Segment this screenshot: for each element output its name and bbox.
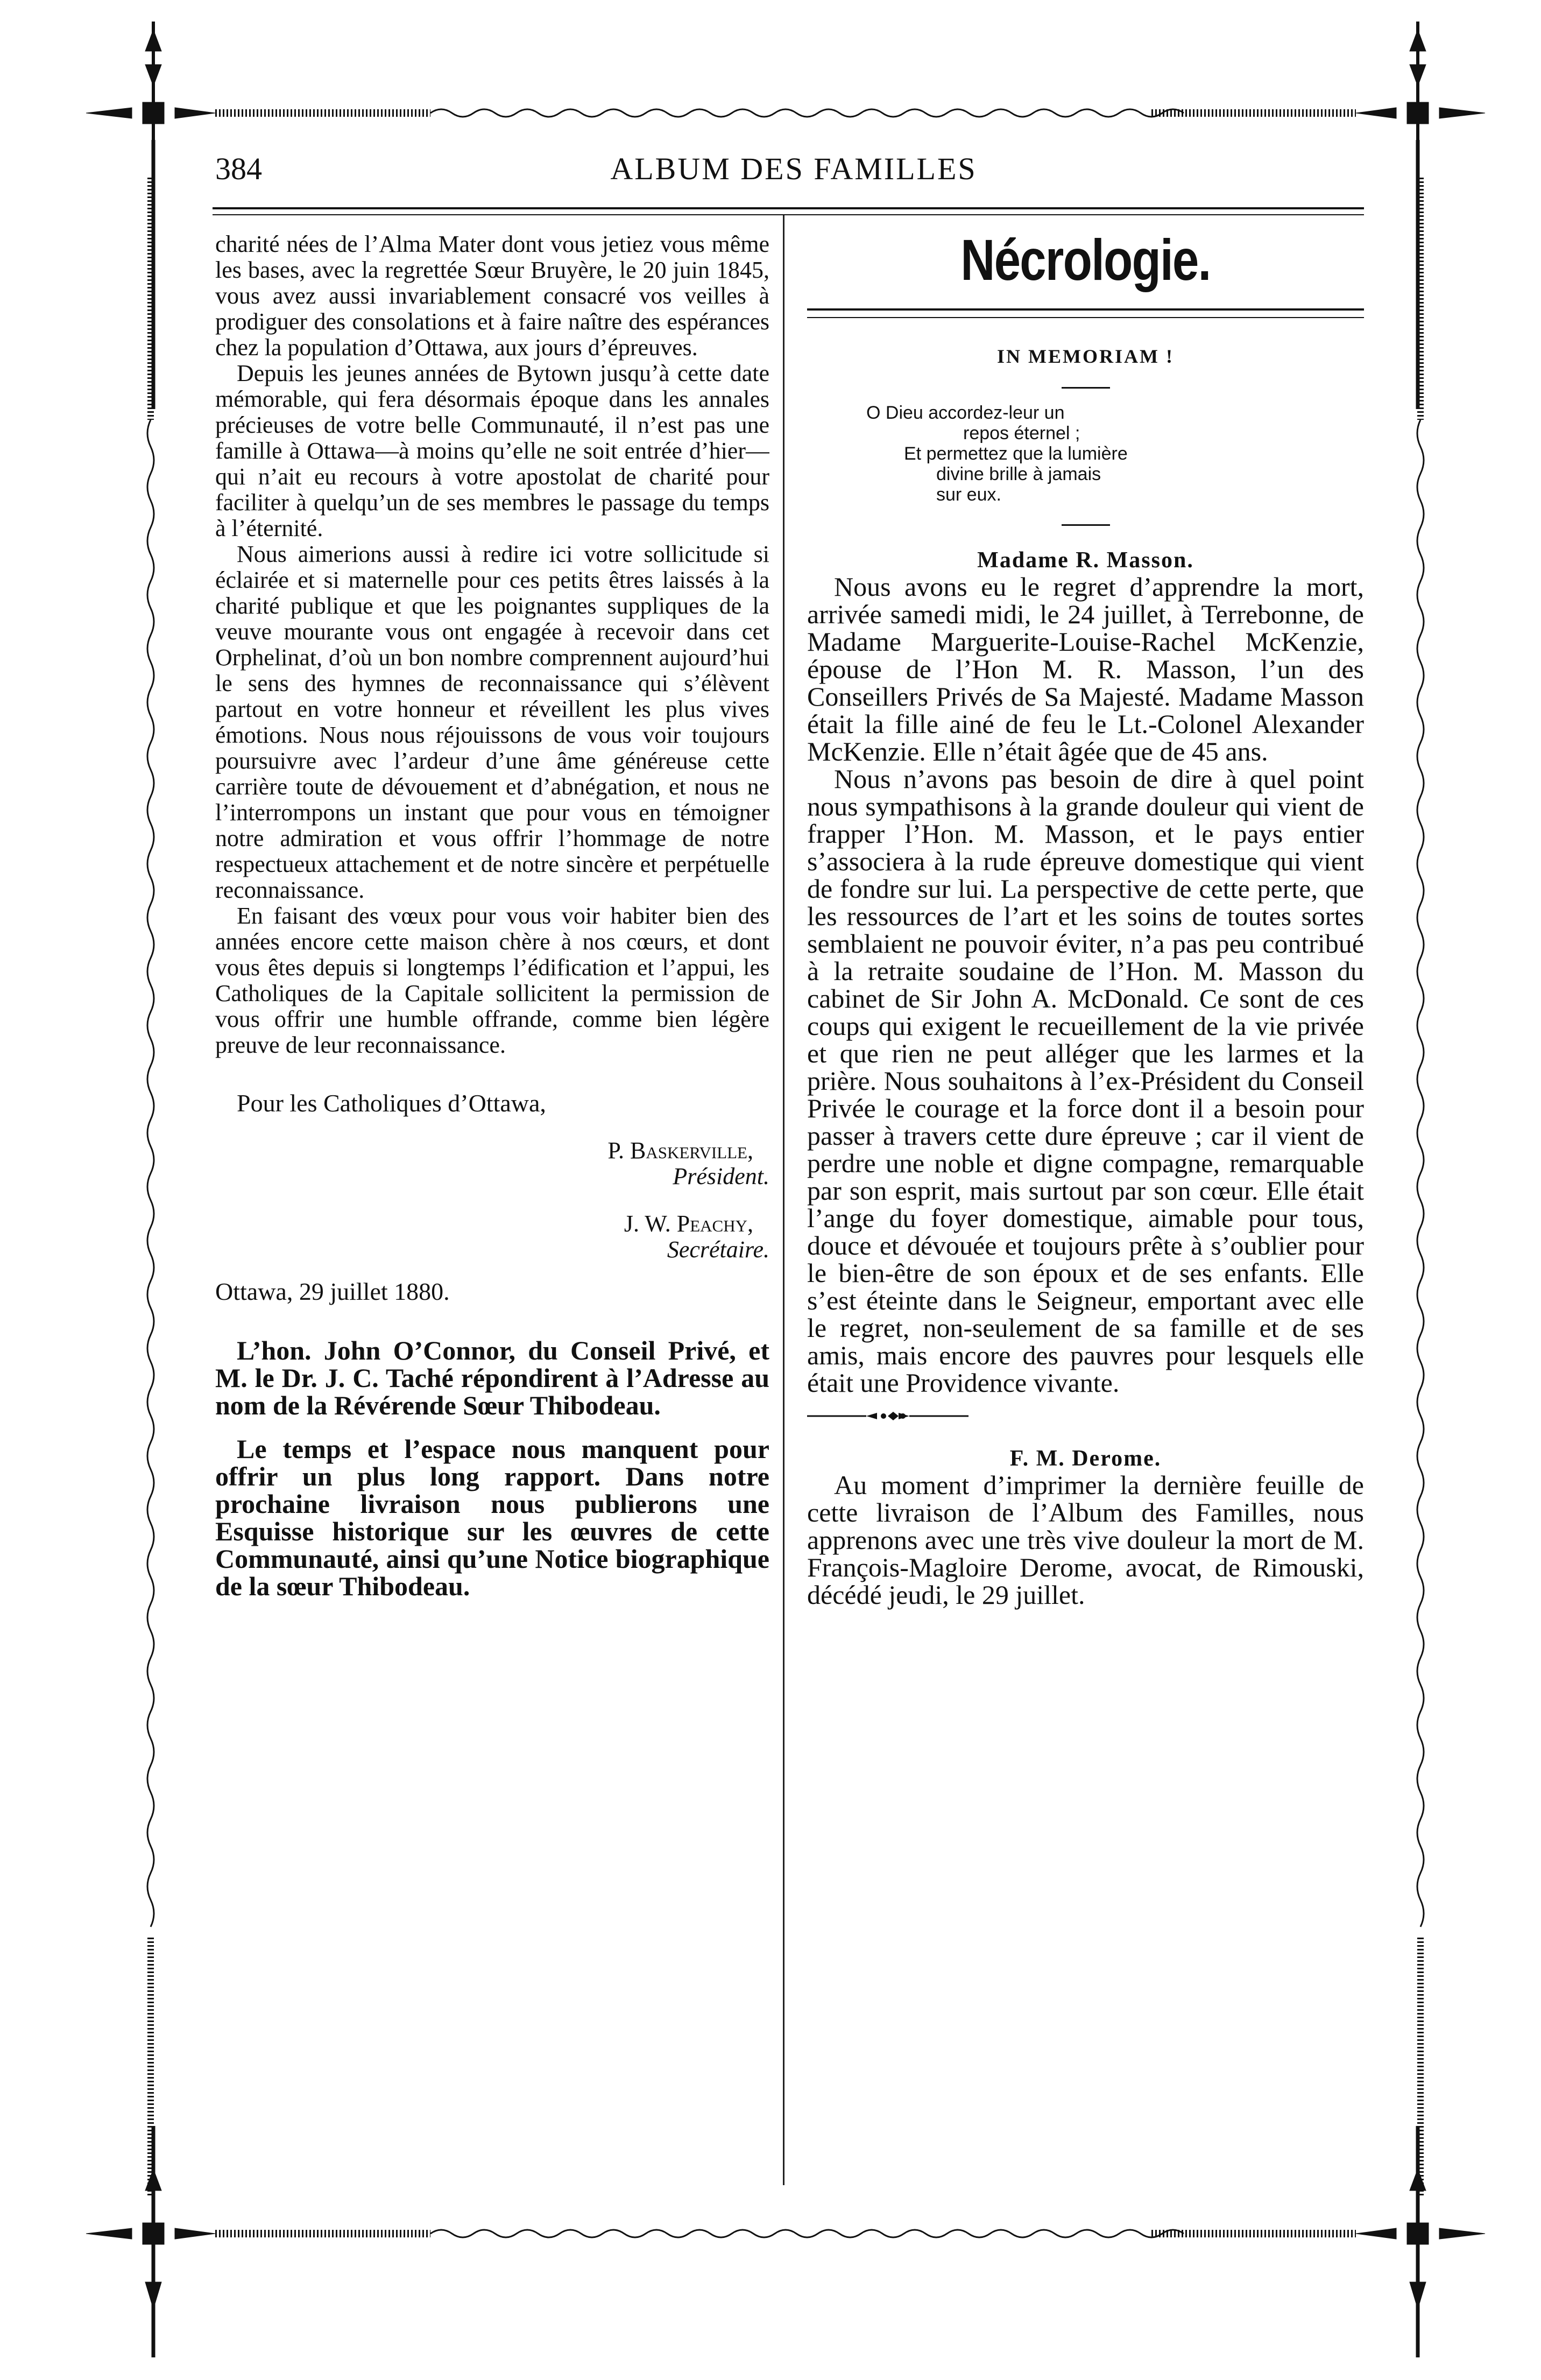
body-paragraph: En faisant des vœux pour vous voir habiter bien des années encore cette maison chère à nos cœurs, et dont vous êtes depuis si longtemps l’édification et l’appui, les Catholiques de la Capitale sollicitent la permission de vous offrir une humble offrande, comme bien légère preuve de leur reconnaissance. bbox=[215, 903, 769, 1058]
column-divider bbox=[783, 215, 784, 2185]
obituary-paragraph: Nous n’avons pas besoin de dire à quel point nous sympathisons à la grande douleur qui vient de frapper l’Hon. M. Masson, et le pays entier s’associera à la rude épreuve domestique qui vient de fondre sur lui. La perspective de cette perte, que les ressources de l’art et les soins de toutes sortes semblaient ne pouvoir éviter, n’a pas peu contribué à la retraite soudaine de l’Hon. M. Masson du cabinet de Sir John A. McDonald. Ce sont de ces coups qui exigent le recueillement de la vie privée et que rien ne peut alléger que les larmes et la prière. Nous souhaitons à l’ex-Président du Conseil Privée le courage et la force dont il a besoin pour passer à travers cette dure épreuve ; car il vient de perdre une noble et digne compagne, remarquable par son esprit, mais surtout par son cœur. Elle était l’ange du foyer domestique, aimable pour tous, douce et dévouée et toujours prête à s’oublier pour le bien-être de son époux et de ses enfants. Elle s’est éteinte dans le Seigneur, emportant avec elle le regret, non-seulement de sa famille et de ses amis, mais encore des pauvres pour lesquels elle était une Providence vivante. bbox=[807, 764, 1364, 1398]
title-rule bbox=[807, 308, 1364, 313]
epigraph-line: O Dieu accordez-leur un bbox=[866, 403, 1065, 423]
signature-date: Ottawa, 29 juillet 1880. bbox=[215, 1278, 450, 1305]
bottom-border-ornament bbox=[215, 2230, 1356, 2237]
epigraph-line: sur eux. bbox=[936, 484, 1001, 505]
signer-name: P. Baskerville, bbox=[607, 1137, 753, 1164]
epigraph-line: repos éternel ; bbox=[963, 423, 1080, 443]
title-rule-thin bbox=[807, 317, 1364, 318]
page-number: 384 bbox=[215, 151, 262, 186]
obituary-heading: Madame R. Masson. bbox=[977, 548, 1194, 573]
short-rule bbox=[1062, 387, 1110, 389]
header-rule bbox=[213, 207, 1364, 209]
section-title: Nécrologie. bbox=[960, 227, 1211, 292]
body-paragraph: Nous aimerions aussi à redire ici votre sollicitude si éclairée et si maternelle pour ces petits êtres laissés à la charité publique et que les poignantes suppliques de la veuve mourante vous ont engagée à recevoir dans cet Orphelinat, d’où un bon nombre comprennent aujourd’hui le sens des hymnes de reconnaissance qui s’élèvent partout en votre honneur et réveillent les plus vives émotions. Nous nous réjouissons de vous voir toujours poursuivre avec l’ardeur d’une âme généreuse cette carrière toute de dévouement et d’abnégation, et nous ne l’interrompons un instant que pour vous en témoigner notre admiration et vous offrir l’hommage de notre respectueux attachement et de notre sincère et perpétuelle reconnaissance. bbox=[215, 541, 769, 903]
epigraph-line: divine brille à jamais bbox=[936, 464, 1101, 484]
signer-role: Président. bbox=[673, 1163, 769, 1189]
divider-ornament bbox=[807, 1411, 969, 1421]
epigraph bbox=[850, 403, 1342, 505]
closing-paragraph: L’hon. John O’Connor, du Conseil Privé, et M. le Dr. J. C. Taché répondirent à l’Adresse au nom de la Révérende Sœur Thibodeau. bbox=[215, 1335, 769, 1420]
signer-name: J. W. Peachy, bbox=[624, 1210, 753, 1237]
left-column bbox=[215, 231, 769, 2180]
obituary-heading: F. M. Derome. bbox=[1009, 1446, 1162, 1471]
top-border-ornament bbox=[215, 109, 1356, 117]
short-rule bbox=[1062, 524, 1110, 526]
page-header bbox=[215, 151, 1372, 199]
obituary-paragraph: Nous avons eu le regret d’apprendre la mort, arrivée samedi midi, le 24 juillet, à Terrebonne, de Madame Marguerite-Louise-Rachel McKenzie, épouse de l’Hon M. R. Masson, l’un des Conseillers Privés de Sa Majesté. Madame Masson était la fille ainé de feu le Lt.-Colonel Alexander McKenzie. Elle n’était âgée que de 45 ans. bbox=[807, 572, 1364, 766]
body-paragraph: charité nées de l’Alma Mater dont vous jetiez vous même les bases, avec la regrettée Sœur Bruyère, le 20 juin 1845, vous avez aussi invariablement consacré vos veilles à prodiguer des consolations et à faire naître des espérances chez la population d’Ottawa, aux jours d’épreuves. bbox=[215, 231, 769, 361]
signer-role: Secrétaire. bbox=[667, 1236, 769, 1263]
signature-intro: Pour les Catholiques d’Ottawa, bbox=[237, 1089, 546, 1117]
in-memoriam-heading: IN MEMORIAM ! bbox=[997, 346, 1174, 367]
epigraph-line: Et permettez que la lumière bbox=[904, 443, 1128, 464]
right-column bbox=[807, 215, 1364, 2180]
closing-paragraph: Le temps et l’espace nous manquent pour offrir un plus long rapport. Dans notre prochaine livraison nous publierons une Esquisse historique sur les œuvres de cette Communauté, ainsi qu’une Notice biographique de la sœur Thibodeau. bbox=[215, 1434, 769, 1601]
running-title: ALBUM DES FAMILLES bbox=[610, 151, 977, 186]
obituary-paragraph: Au moment d’imprimer la dernière feuille de cette livraison de l’Album des Familles, nous apprenons avec une très vive douleur la mort de M. François-Magloire Derome, avocat, de Rimouski, décédé jeudi, le 29 juillet. bbox=[807, 1470, 1364, 1610]
body-paragraph: Depuis les jeunes années de Bytown jusqu’à cette date mémorable, qui fera désormais époque dans les annales précieuses de votre belle Communauté, il n’est pas une famille à Ottawa—à moins qu’elle ne soit entrée d’hier—qui n’ait eu recours à votre apostolat de charité pour faciliter à quelqu’un de ses membres le passage du temps à l’éternité. bbox=[215, 360, 769, 541]
